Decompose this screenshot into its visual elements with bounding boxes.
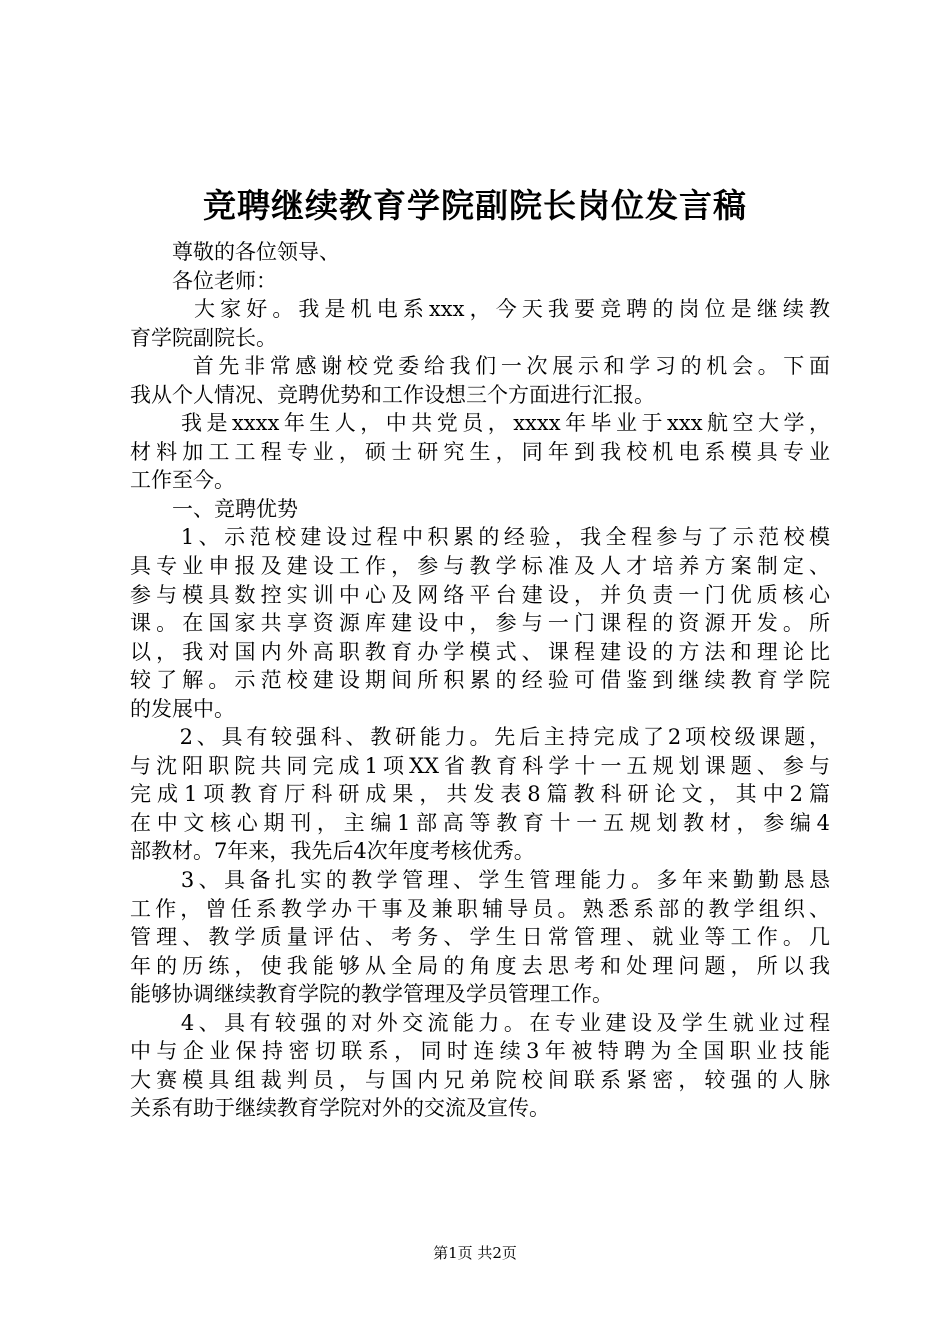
text-line: 各位老师： bbox=[130, 268, 277, 293]
text-line: 具专业申报及建设工作，参与教学标准及人才培养方案制定、 bbox=[130, 554, 830, 579]
text-line: 参与模具数控实训中心及网络平台建设，并负责一门优质核心 bbox=[130, 582, 830, 607]
section-heading: 一、竞聘优势 bbox=[130, 496, 298, 521]
text-line: 课。在国家共享资源库建设中，参与一门课程的资源开发。所 bbox=[130, 611, 830, 636]
text-line: 关系有助于继续教育学院对外的交流及宣传。 bbox=[130, 1096, 550, 1121]
text-line: 4、具有较强的对外交流能力。在专业建设及学生就业过程 bbox=[130, 1010, 830, 1035]
text-line: 我是xxxx年生人，中共党员，xxxx年毕业于xxx航空大学， bbox=[130, 411, 830, 436]
text-line: 大赛模具组裁判员，与国内兄弟院校间联系紧密，较强的人脉 bbox=[130, 1067, 830, 1092]
text-line: 能够协调继续教育学院的教学管理及学员管理工作。 bbox=[130, 982, 613, 1007]
document-title: 竞聘继续教育学院副院长岗位发言稿 bbox=[203, 186, 747, 225]
text-line: 较了解。示范校建设期间所积累的经验可借鉴到继续教育学院 bbox=[130, 668, 830, 693]
text-line: 在中文核心期刊，主编1部高等教育十一五规划教材，参编4 bbox=[130, 810, 830, 835]
text-line: 工作至今。 bbox=[130, 468, 235, 493]
document-body bbox=[130, 238, 830, 1123]
text-line: 1、示范校建设过程中积累的经验，我全程参与了示范校模 bbox=[130, 525, 830, 550]
text-line: 中与企业保持密切联系，同时连续3年被特聘为全国职业技能 bbox=[130, 1039, 830, 1064]
text-line: 材料加工工程专业，硕士研究生，同年到我校机电系模具专业 bbox=[130, 439, 830, 464]
text-line: 3、具备扎实的教学管理、学生管理能力。多年来勤勤恳恳 bbox=[130, 868, 830, 893]
text-line: 部教材。7年来，我先后4次年度考核优秀。 bbox=[130, 839, 535, 864]
text-line: 完成1项教育厅科研成果，共发表8篇教科研论文，其中2篇 bbox=[130, 782, 830, 807]
text-line: 首先非常感谢校党委给我们一次展示和学习的机会。下面 bbox=[130, 354, 830, 379]
text-line: 大家好。我是机电系xxx，今天我要竞聘的岗位是继续教 bbox=[130, 297, 830, 322]
text-line: 的发展中。 bbox=[130, 696, 235, 721]
text-line: 管理、教学质量评估、考务、学生日常管理、就业等工作。几 bbox=[130, 925, 830, 950]
page-footer: 第1页 共2页 bbox=[433, 1244, 517, 1262]
text-line: 2、具有较强科、教研能力。先后主持完成了2项校级课题， bbox=[130, 725, 830, 750]
text-line: 年的历练，使我能够从全局的角度去思考和处理问题，所以我 bbox=[130, 953, 830, 978]
text-line: 尊敬的各位领导、 bbox=[130, 240, 340, 264]
text-line: 育学院副院长。 bbox=[130, 325, 277, 350]
text-line: 我从个人情况、竞聘优势和工作设想三个方面进行汇报。 bbox=[130, 382, 655, 407]
text-line: 以，我对国内外高职教育办学模式、课程建设的方法和理论比 bbox=[130, 639, 830, 664]
text-line: 与沈阳职院共同完成1项XX省教育科学十一五规划课题、参与 bbox=[130, 753, 830, 778]
text-line: 工作，曾任系教学办干事及兼职辅导员。熟悉系部的教学组织、 bbox=[130, 896, 830, 921]
